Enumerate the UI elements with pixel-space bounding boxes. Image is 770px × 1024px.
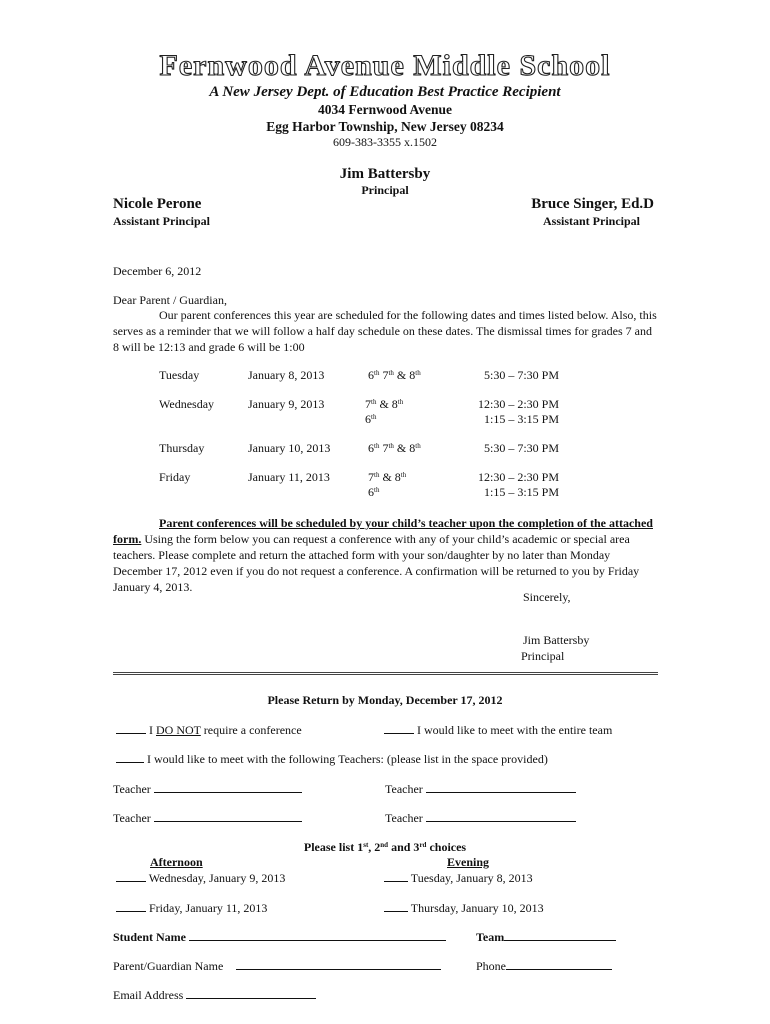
phone-input-line[interactable] [506, 959, 612, 970]
assistant-principal-left-name: Nicole Perone [113, 196, 202, 212]
evening-heading: Evening [447, 855, 490, 869]
specific-teachers-label: I would like to meet with the following Teachers: (please list in the space provided) [147, 752, 548, 766]
choice-label: Friday, January 11, 2013 [149, 901, 268, 915]
schedule-grades: 7th & 8th [365, 397, 404, 411]
school-name: Fernwood Avenue Middle School [159, 49, 611, 82]
schedule-day: Friday [159, 470, 191, 484]
instructions-emphasis: Parent conferences will be scheduled by your child’s teacher upon the completion of the attached form. [113, 516, 653, 546]
address-line-1: 4034 Fernwood Avenue [318, 102, 452, 117]
schedule-grades: 6th [365, 412, 377, 426]
closing: Sincerely, [523, 590, 571, 604]
parent-name-label: Parent/Guardian Name [113, 959, 224, 973]
schedule-time: 12:30 – 2:30 PM [477, 470, 559, 484]
afternoon-heading: Afternoon [150, 855, 203, 869]
team-field[interactable] [476, 930, 616, 945]
checkbox-blank[interactable] [384, 723, 414, 734]
team-input-line[interactable] [504, 930, 616, 941]
schedule-date: January 10, 2013 [248, 441, 331, 455]
schedule-date: January 11, 2013 [248, 470, 330, 484]
teacher-input-line[interactable] [154, 811, 302, 822]
student-name-label: Student Name [113, 930, 187, 944]
evening-choice[interactable] [384, 871, 533, 886]
teacher-field[interactable] [385, 782, 576, 797]
do-not-emphasis: DO NOT [156, 723, 201, 737]
entire-team-option[interactable] [384, 723, 612, 738]
student-name-input-line[interactable] [189, 930, 446, 941]
parent-name-field[interactable] [113, 959, 441, 974]
choice-blank[interactable] [116, 901, 146, 912]
assistant-principal-right-name: Bruce Singer, Ed.D [531, 196, 654, 212]
phone-field[interactable] [476, 959, 612, 974]
school-subtitle: A New Jersey Dept. of Education Best Practice Recipient [209, 84, 561, 100]
checkbox-blank[interactable] [116, 723, 146, 734]
schedule-day: Thursday [159, 441, 205, 455]
teacher-input-line[interactable] [426, 782, 576, 793]
schedule-date: January 8, 2013 [248, 368, 325, 382]
parent-name-input-line[interactable] [236, 959, 441, 970]
teacher-label: Teacher [113, 811, 151, 825]
schedule-grades: 6th 7th & 8th [368, 368, 421, 382]
salutation: Dear Parent / Guardian, [113, 293, 227, 307]
form-heading: Please Return by Monday, December 17, 2012 [267, 693, 503, 707]
option-suffix: require a conference [200, 723, 302, 737]
signature-title: Principal [521, 649, 565, 663]
option-prefix: I [149, 723, 156, 737]
student-name-field[interactable] [113, 930, 446, 945]
schedule-time: 5:30 – 7:30 PM [483, 441, 559, 455]
assistant-principal-right-title: Assistant Principal [542, 214, 640, 228]
schedule-grades: 6th [368, 485, 380, 499]
schedule-date: January 9, 2013 [248, 397, 325, 411]
choice-blank[interactable] [384, 901, 408, 912]
email-input-line[interactable] [186, 988, 316, 999]
teacher-input-line[interactable] [154, 782, 302, 793]
entire-team-label: I would like to meet with the entire team [417, 723, 613, 737]
principal-name: Jim Battersby [339, 166, 431, 182]
schedule-time: 5:30 – 7:30 PM [483, 368, 559, 382]
teacher-field[interactable] [113, 811, 302, 826]
choices-heading: Please list 1st, 2nd and 3rd choices [303, 840, 467, 854]
schedule-day: Wednesday [159, 397, 215, 411]
specific-teachers-option[interactable] [116, 752, 548, 767]
choice-label: Wednesday, January 9, 2013 [148, 871, 286, 885]
paragraph-instructions [113, 515, 658, 595]
signature-name: Jim Battersby [523, 633, 590, 647]
paragraph-intro: Our parent conferences this year are scheduled for the following dates and times listed below. Also, this serves as a reminder that we will follow a half day schedule on these dates. The dismissal times for grades 7 and 8 will be 12:13 and grade 6 will be 1:00 [113, 308, 657, 354]
phone-label: Phone [476, 959, 506, 973]
address-line-2: Egg Harbor Township, New Jersey 08234 [266, 119, 504, 134]
schedule-time: 12:30 – 2:30 PM [477, 397, 559, 411]
teacher-field[interactable] [385, 811, 576, 826]
choice-label: Tuesday, January 8, 2013 [410, 871, 533, 885]
schedule-time: 1:15 – 3:15 PM [483, 412, 559, 426]
choice-blank[interactable] [384, 871, 408, 882]
schedule-time: 1:15 – 3:15 PM [483, 485, 559, 499]
principal-title: Principal [361, 183, 409, 197]
teacher-label: Teacher [113, 782, 151, 796]
teacher-input-line[interactable] [426, 811, 576, 822]
checkbox-blank[interactable] [116, 752, 144, 763]
no-conference-option[interactable] [116, 723, 302, 738]
section-divider [113, 672, 658, 675]
afternoon-choice[interactable] [116, 901, 267, 916]
assistant-principal-left-title: Assistant Principal [113, 214, 211, 228]
evening-choice[interactable] [384, 901, 544, 916]
instructions-body: Using the form below you can request a conference with any of your child’s academic or special area teachers. Please complete and return the attached form with your son/daughter by no later than Monday December 17, 2012 even if you do not request a conference. A confirmation will be returned to you by Friday January 4, 2013. [113, 532, 640, 594]
teacher-label: Teacher [385, 782, 423, 796]
email-field[interactable] [113, 988, 316, 1003]
teacher-field[interactable] [113, 782, 302, 797]
schedule-grades: 6th 7th & 8th [368, 441, 421, 455]
team-label: Team [476, 930, 505, 944]
schedule-grades: 7th & 8th [368, 470, 407, 484]
email-label: Email Address [113, 988, 184, 1002]
choice-label: Thursday, January 10, 2013 [410, 901, 544, 915]
schedule-day: Tuesday [159, 368, 200, 382]
letter-date: December 6, 2012 [113, 264, 202, 278]
choice-blank[interactable] [116, 871, 146, 882]
afternoon-choice[interactable] [116, 871, 285, 886]
phone-number: 609-383-3355 x.1502 [333, 135, 437, 149]
teacher-label: Teacher [385, 811, 423, 825]
